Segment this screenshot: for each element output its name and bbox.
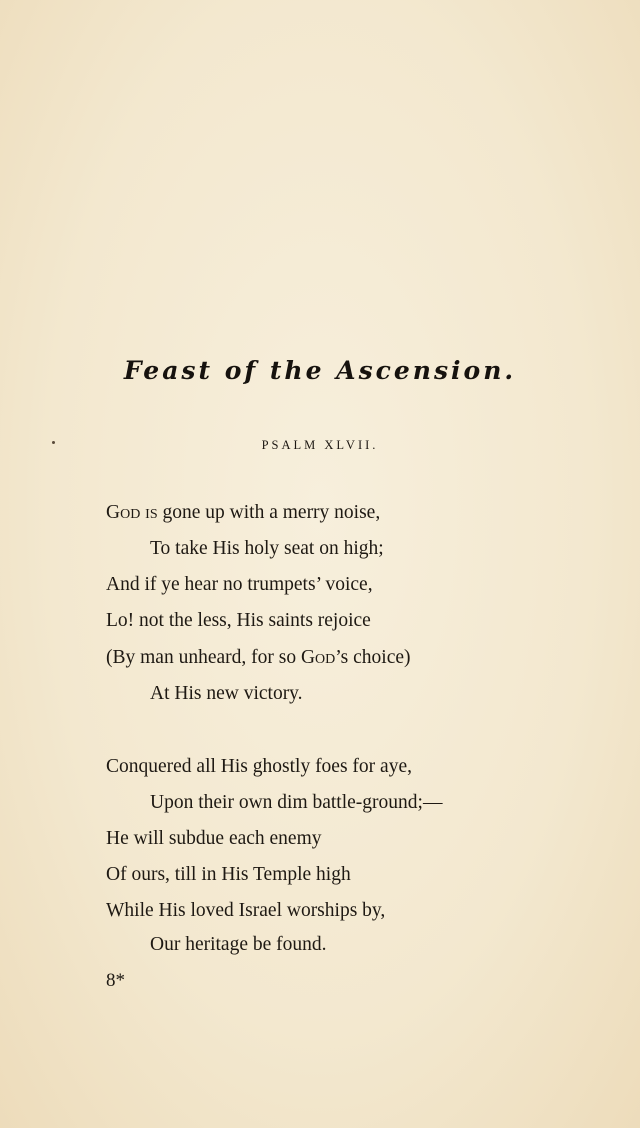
small-caps-text: God [300, 647, 336, 668]
poem-line [106, 647, 411, 669]
poem-line [106, 574, 373, 596]
poem-line [106, 900, 385, 922]
poem-line [106, 610, 371, 632]
poem-line [150, 934, 327, 956]
poem-line [106, 864, 351, 886]
line-text: Lo! not the less, His saints rejoice [106, 610, 371, 631]
signature-mark: 8* [106, 970, 125, 991]
line-text: While His loved Israel worships by, [106, 900, 386, 921]
poem-line [106, 828, 322, 850]
line-text: Conquered all His ghostly foes for aye, [106, 756, 412, 777]
line-text: Upon their own dim battle-ground;— [150, 792, 443, 813]
poem-line [106, 756, 412, 778]
line-text: And if ye hear no trumpets’ voice, [106, 574, 373, 595]
poem-line [106, 502, 380, 524]
line-text: To take His holy seat on high; [150, 538, 384, 559]
poem-line [150, 538, 384, 560]
line-text: gone up with a merry noise, [157, 502, 381, 523]
page-title: Feast of the Ascension. [123, 356, 517, 385]
psalm-heading: PSALM XLVII. [261, 438, 379, 452]
line-text: At His new victory. [150, 683, 303, 704]
poem-line [150, 683, 303, 705]
line-text: Our heritage be found. [150, 934, 327, 955]
line-text: He will subdue each enemy [106, 828, 322, 849]
line-text: ’s choice) [335, 647, 411, 668]
poem-line [150, 792, 442, 814]
line-text: Of ours, till in His Temple high [106, 864, 351, 885]
line-text: (By man unheard, for so [106, 647, 301, 668]
small-caps-text: God is [106, 502, 158, 523]
